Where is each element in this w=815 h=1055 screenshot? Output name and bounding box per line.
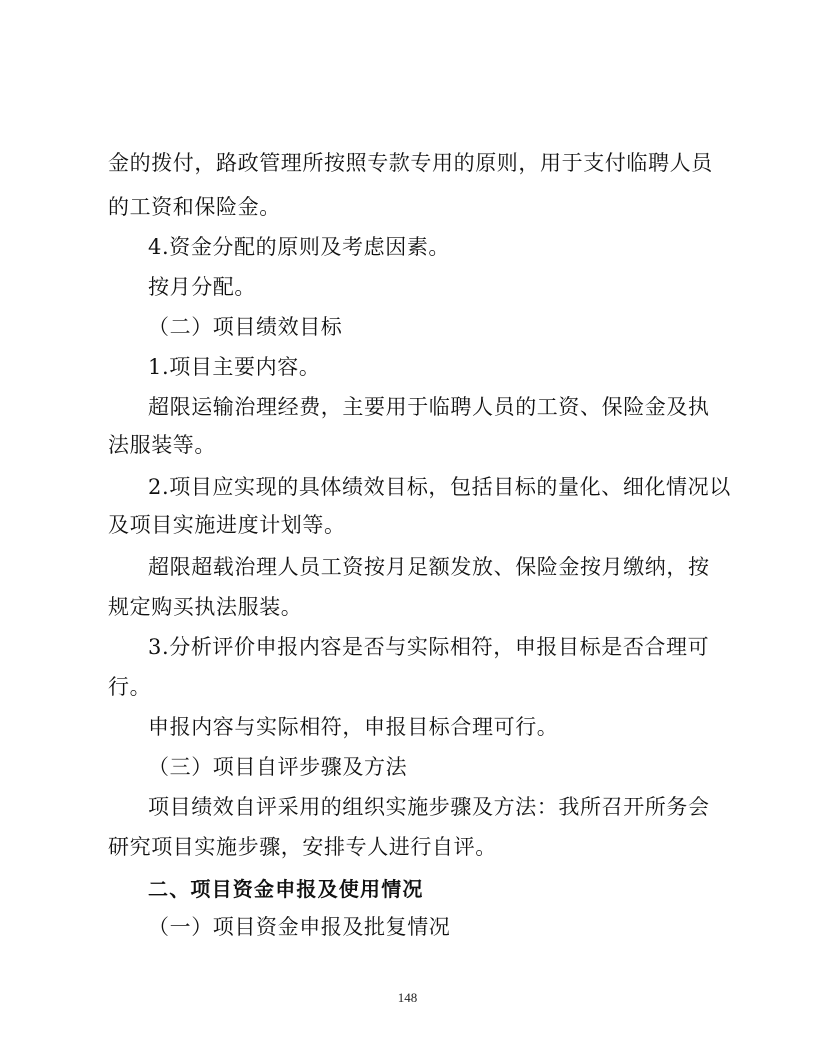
paragraph-line: 项目绩效自评采用的组织实施步骤及方法：我所召开所务会 [148, 795, 710, 819]
paragraph-line: 申报内容与实际相符，申报目标合理可行。 [148, 715, 559, 739]
paragraph-line: 的工资和保险金。 [108, 195, 281, 219]
section-item-heading: 及项目实施进度计划等。 [108, 513, 346, 537]
section-item-heading: 2.项目应实现的具体绩效目标，包括目标的量化、细化情况以 [148, 475, 731, 499]
paragraph-line: 超限超载治理人员工资按月足额发放、保险金按月缴纳，按 [148, 555, 710, 579]
paragraph-line: 法服装等。 [108, 433, 216, 457]
paragraph-line: 金的拨付，路政管理所按照专款专用的原则，用于支付临聘人员 [108, 151, 713, 175]
paragraph-line: 研究项目实施步骤，安排专人进行自评。 [108, 835, 497, 859]
paragraph-line: 按月分配。 [148, 275, 256, 299]
subsection-heading: （二）项目绩效目标 [148, 315, 343, 339]
section-heading: 二、项目资金申报及使用情况 [148, 877, 424, 901]
section-item-heading: 3.分析评价申报内容是否与实际相符，申报目标是否合理可 [148, 635, 710, 659]
subsection-heading: （一）项目资金申报及批复情况 [148, 915, 451, 939]
subsection-heading: （三）项目自评步骤及方法 [148, 755, 408, 779]
paragraph-line: 超限运输治理经费，主要用于临聘人员的工资、保险金及执 [148, 395, 710, 419]
section-item-heading: 行。 [108, 675, 152, 699]
page-number: 148 [397, 990, 418, 1005]
section-item-heading: 4.资金分配的原则及考虑因素。 [148, 235, 451, 259]
paragraph-line: 规定购买执法服装。 [108, 595, 303, 619]
section-item-heading: 1.项目主要内容。 [148, 355, 321, 379]
